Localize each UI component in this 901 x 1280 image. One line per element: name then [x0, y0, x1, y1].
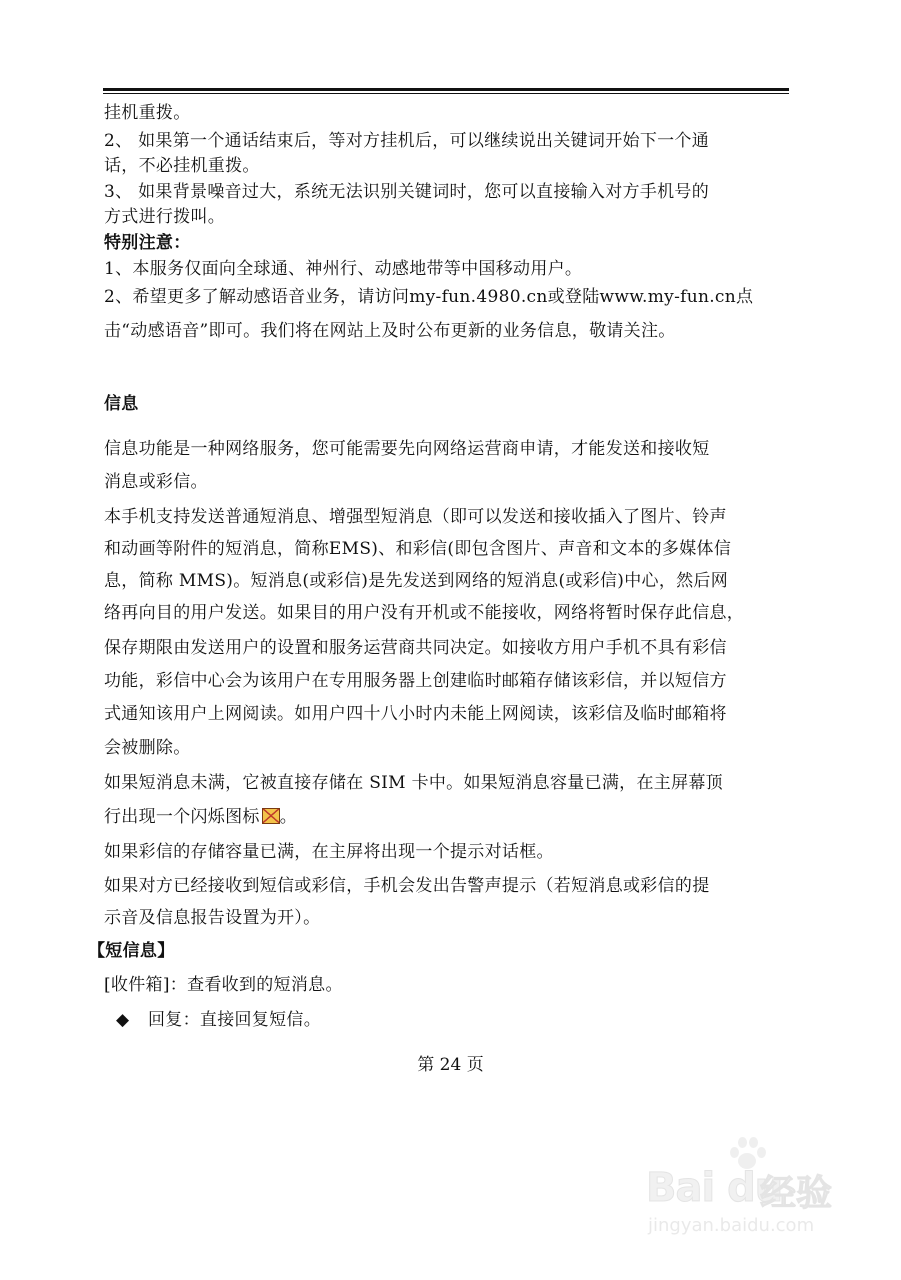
text-line [104, 805, 297, 829]
text-line: 挂机重拨。 [104, 103, 191, 123]
text-line: 信息功能是一种网络服务，您可能需要先向网络运营商申请，才能发送和接收短 [104, 439, 710, 459]
text-line: 话，不必挂机重拨。 [104, 156, 260, 176]
header-rule-thin [103, 93, 789, 94]
text-line: 会被删除。 [104, 738, 191, 758]
text-line: 消息或彩信。 [104, 472, 208, 492]
watermark-cn: 经验 [760, 1172, 833, 1214]
text-line: 式通知该用户上网阅读。如用户四十八小时内未能上网阅读，该彩信及临时邮箱将 [104, 704, 727, 724]
text-line: 2、 如果第一个通话结束后，等对方挂机后，可以继续说出关键词开始下一个通 [104, 131, 710, 151]
page-number: 第 24 页 [417, 1055, 484, 1075]
sms-section-title: 【短信息】 [88, 941, 175, 961]
text-line: 1、本服务仅面向全球通、神州行、动感地带等中国移动用户。 [104, 259, 583, 279]
text-line: 本手机支持发送普通短消息、增强型短消息（即可以发送和接收插入了图片、铃声 [104, 507, 727, 527]
text-line: 击“动感语音”即可。我们将在网站上及时公布更新的业务信息，敬请关注。 [104, 321, 676, 341]
text-line: 3、 如果背景噪音过大，系统无法识别关键词时，您可以直接输入对方手机号的 [104, 182, 710, 202]
baidu-watermark [640, 1135, 870, 1245]
reply-line: 回复：直接回复短信。 [148, 1010, 321, 1030]
text-line: 和动画等附件的短消息，简称EMS)、和彩信(即包含图片、声音和文本的多媒体信 [104, 539, 732, 559]
flashing-mail-icon [262, 808, 280, 824]
text-line: 如果短消息未满，它被直接存储在 SIM 卡中。如果短消息容量已满，在主屏幕顶 [104, 773, 723, 793]
watermark-url: jingyan.baidu.com [648, 1215, 815, 1236]
text-line: 保存期限由发送用户的设置和服务运营商共同决定。如接收方用户手机不具有彩信 [104, 638, 727, 658]
text-line: 如果对方已经接收到短信或彩信，手机会发出告警声提示（若短消息或彩信的提 [104, 876, 710, 896]
text-line: 方式进行拨叫。 [104, 207, 226, 227]
text-span: 行出现一个闪烁图标 [104, 807, 260, 827]
text-line: 2、希望更多了解动感语音业务，请访问my-fun.4980.cn或登陆www.my-fun.cn点 [104, 287, 754, 307]
header-rule-thick [103, 88, 789, 91]
text-line: 息，简称 MMS)。短消息(或彩信)是先发送到网络的短消息(或彩信)中心，然后网 [104, 571, 729, 591]
text-line: 功能，彩信中心会为该用户在专用服务器上创建临时邮箱存储该彩信，并以短信方 [104, 671, 727, 691]
text-span: 。 [279, 807, 298, 827]
text-line: 如果彩信的存储容量已满，在主屏将出现一个提示对话框。 [104, 842, 554, 862]
text-line: 示音及信息报告设置为开）。 [104, 908, 321, 928]
section-title: 信息 [104, 394, 139, 414]
inbox-line: [收件箱]：查看收到的短消息。 [104, 975, 343, 995]
watermark-logo: Bai du [646, 1165, 783, 1211]
notice-title: 特别注意： [104, 233, 191, 253]
bullet-icon: ◆ [116, 1010, 130, 1030]
text-line: 络再向目的用户发送。如果目的用户没有开机或不能接收，网络将暂时保存此信息， [104, 603, 745, 623]
